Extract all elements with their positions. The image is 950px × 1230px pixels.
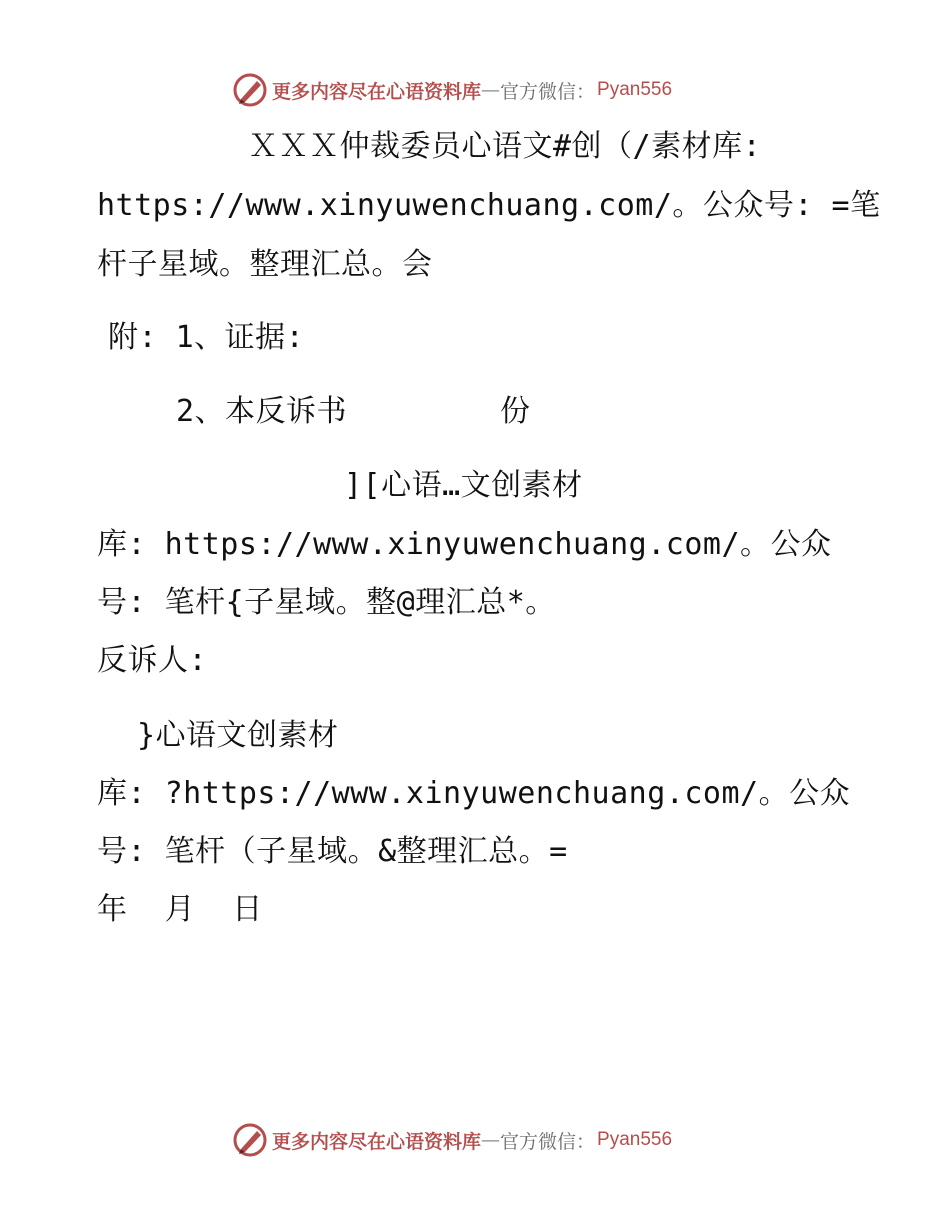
doc-line-attachment-evidence: 附: 1、证据: bbox=[108, 320, 305, 355]
banner-text: 更多内容尽在心语资料库 bbox=[272, 80, 482, 103]
banner-dash: — bbox=[481, 1129, 501, 1151]
doc-line-attachment-counterclaim: 2、本反诉书 bbox=[176, 394, 348, 429]
doc-line-url-3: 库: ?https://www.xinyuwenchuang.com/。公众 bbox=[97, 776, 851, 811]
doc-line-url-2: 库: https://www.xinyuwenchuang.com/。公众 bbox=[97, 527, 832, 562]
banner-wechat-label: 官方微信： bbox=[500, 1130, 596, 1153]
doc-line-title: ＸＸＸ仲裁委员心语文#创（/素材库: bbox=[248, 129, 762, 164]
doc-line-13: 号: 笔杆（子星域。&整理汇总。= bbox=[97, 834, 568, 869]
doc-line-9: 号: 笔杆{子星域。整@理汇总*。 bbox=[97, 585, 556, 620]
doc-line-3: 杆子星域。整理汇总。会 bbox=[97, 247, 433, 282]
banner-text: 更多内容尽在心语资料库 bbox=[272, 1130, 482, 1153]
pen-logo-icon bbox=[232, 72, 268, 108]
pen-logo-icon bbox=[232, 1122, 268, 1158]
doc-line-11: }心语文创素材 bbox=[137, 718, 339, 753]
doc-line-url-1: https://www.xinyuwenchuang.com/。公众号: =笔 bbox=[97, 188, 881, 223]
banner-dash: — bbox=[481, 79, 501, 101]
footer-watermark-banner bbox=[232, 1120, 732, 1160]
banner-wechat-id: Pyan556 bbox=[597, 1129, 673, 1150]
doc-line-7: ][心语…文创素材 bbox=[344, 468, 583, 503]
doc-line-date: 年 月 日 bbox=[97, 892, 263, 927]
doc-line-copies: 份 bbox=[500, 394, 531, 429]
header-watermark-banner bbox=[232, 70, 732, 110]
banner-wechat-id: Pyan556 bbox=[597, 79, 673, 100]
banner-wechat-label: 官方微信： bbox=[500, 80, 596, 103]
doc-line-counterclaimant: 反诉人: bbox=[97, 643, 208, 678]
